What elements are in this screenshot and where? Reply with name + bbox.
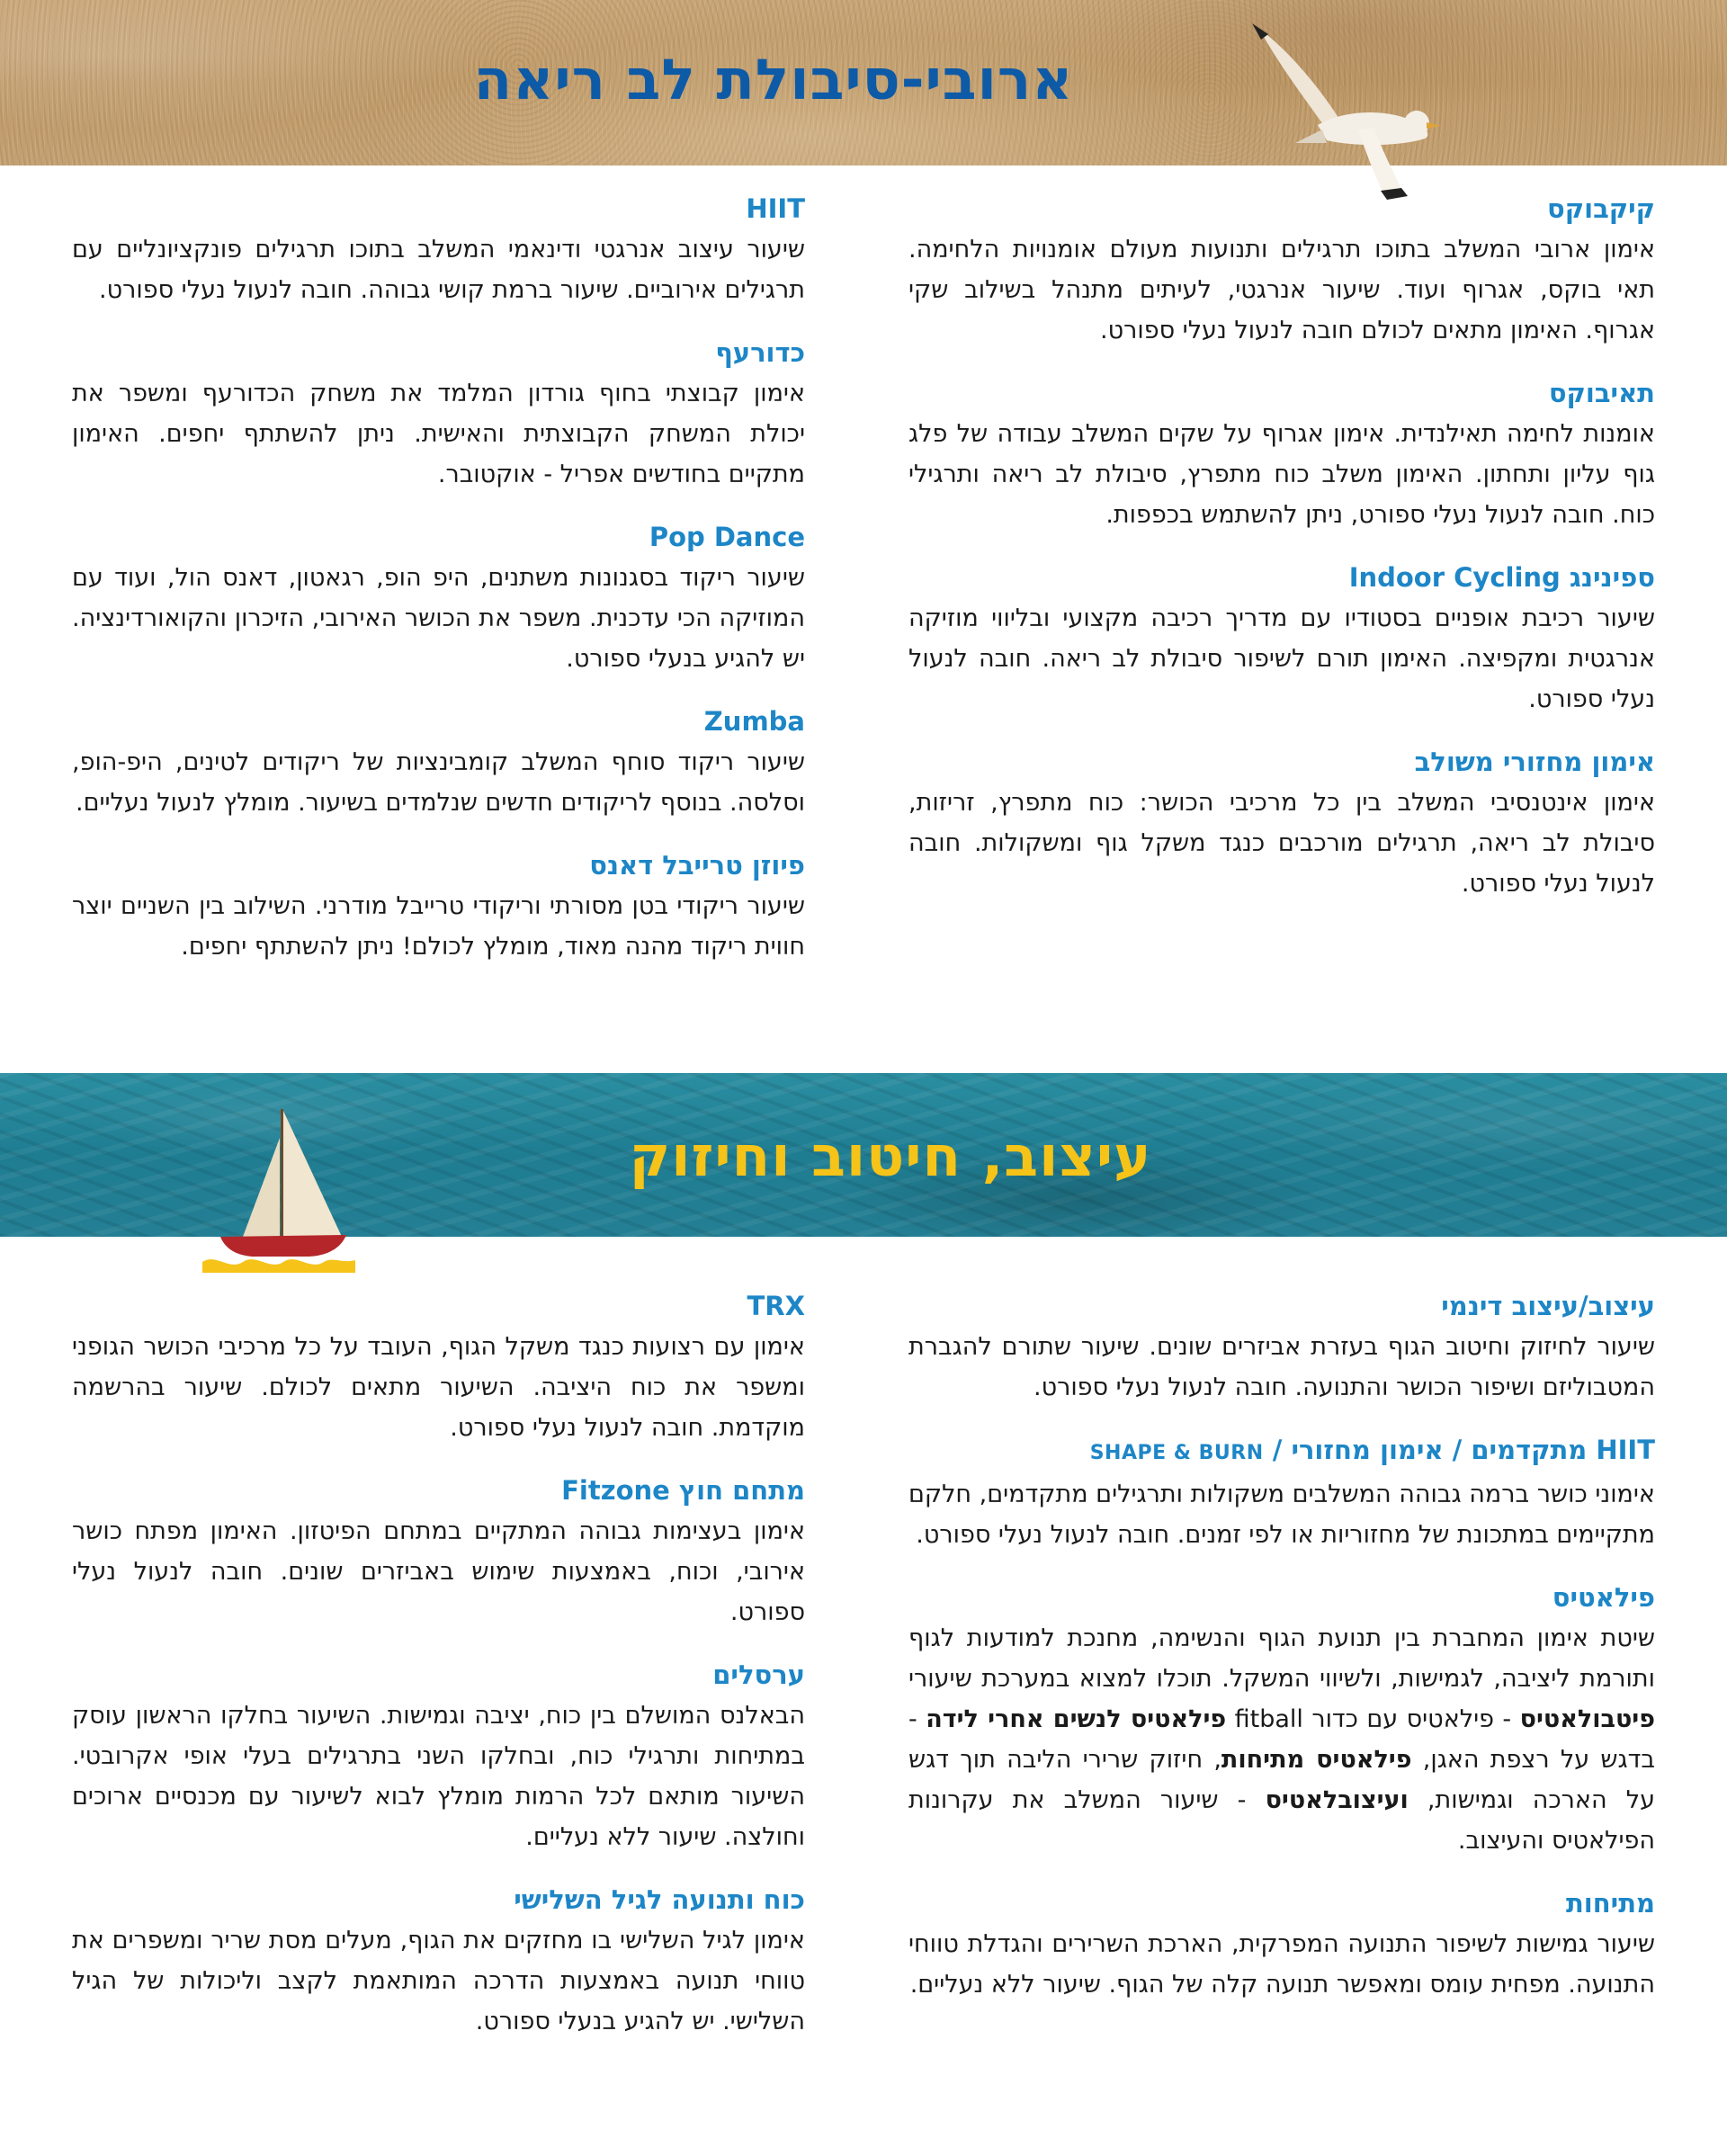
- class-entry-hiit: [72, 191, 805, 310]
- class-description: שיעור עיצוב אנרגטי ודינאמי המשלב בתוכו תרגילים פונקציונליים עם תרגילים אירוביים. שיעור ברמת קושי גבוהה. חובה לנעול נעלי ספורט.: [72, 236, 805, 304]
- class-description: שיעור גמישות לשיפור התנועה המפרקית, הארכת השרירים והגדלת טווחי התנועה. מפחית עומס ומאפשר תנועה קלה של הגוף. שיעור ללא נעליים.: [908, 1930, 1655, 1999]
- class-heading: [908, 1432, 1655, 1472]
- class-heading: Pop Dance: [649, 522, 805, 552]
- class-entry-pop-dance: [72, 519, 805, 679]
- pilates-text-3: - בדגש על רצפת האגן,: [908, 1705, 1655, 1774]
- class-heading: מתחם חוץ Fitzone: [561, 1475, 805, 1506]
- pilates-bold-2: פילאטיס לנשים אחרי לידה: [926, 1705, 1227, 1733]
- cardio-right-column: [908, 191, 1655, 928]
- class-description: אימוני כושר ברמה גבוהה המשלבים משקולות ותרגילים מתקדמים, חלקם מתקיימים במתכונת של מחזוריות או לפי זמנים. חובה לנעול נעלי ספורט.: [908, 1481, 1655, 1549]
- class-description: אימון בעצימות גבוהה המתקיים במתחם הפיטזון. האימון מפתח כושר אירובי, וכוח, באמצעות שימוש באביזרים שונים. חובה לנעול נעלי ספורט.: [72, 1517, 805, 1626]
- class-entry-circuit: [908, 744, 1655, 904]
- class-entry-fitzone: [72, 1472, 805, 1633]
- class-entry-volleyball: [72, 335, 805, 495]
- class-heading: כוח ותנועה לגיל השלישי: [514, 1884, 805, 1915]
- class-heading: אימון מחזורי משולב: [1414, 747, 1655, 777]
- pilates-bold-1: פיטבולאטיס: [1519, 1705, 1656, 1733]
- sailboat-icon: [198, 1102, 360, 1273]
- class-description: אימון אינטנסיבי המשלב בין כל מרכיבי הכושר: כוח מתפרץ, זריזות, סיבולת לב ריאה, תרגילים מורכבים כנגד משקל גוף ומשקולות. חובה לנעול נעלי ספורט.: [908, 789, 1655, 898]
- class-description: אימון לגיל השלישי בו מחזקים את הגוף, מעלים מסת שריר ומשפרים את טווחי תנועה באמצעות הדרכה המותאמת לקצב וליכולות של הגיל השלישי. יש להגיע בנעלי ספורט.: [72, 1927, 805, 2035]
- class-heading: TRX: [747, 1291, 805, 1321]
- seagull-icon: [1232, 22, 1466, 201]
- class-entry-spinning: [908, 559, 1655, 720]
- class-description: אומנות לחימה תאילנדית. אימון אגרוף על שקים המשלב עבודה של פלג גוף עליון ותחתון. האימון משלב כוח מתפרץ, סיבולת לב ריאה ותרגילי כוח. חובה לנעול נעלי ספורט, ניתן להשתמש בכפפות.: [908, 420, 1655, 529]
- class-heading: פילאטיס: [1552, 1582, 1655, 1613]
- strength-left-column: [72, 1288, 805, 2066]
- cardio-left-column: [72, 191, 805, 991]
- pilates-text-2: - פילאטיס עם כדור fitball: [1226, 1705, 1520, 1733]
- class-entry-thaibox: [908, 375, 1655, 535]
- class-entry-trx: [72, 1288, 805, 1448]
- pilates-text-1: שיטת אימון המחברת בין תנועת הגוף והנשימה, מחנכת למודעות לגוף ותורמת ליציבה, לגמישות, ולשיווי המשקל. תוכלו למצוא במערכת שיעורי: [908, 1624, 1655, 1693]
- class-heading: Zumba: [703, 706, 805, 737]
- class-entry-zumba: [72, 703, 805, 823]
- class-entry-kickbox: [908, 191, 1655, 351]
- class-heading: ספינינג Indoor Cycling: [1348, 562, 1655, 593]
- class-heading-main: HIIT מתקדמים / אימון מחזורי /: [1272, 1435, 1655, 1465]
- class-heading-small: SHAPE & BURN: [1089, 1442, 1264, 1464]
- class-description: אימון ארובי המשלב בתוכו תרגילים ותנועות מעולם אומנויות הלחימה. תאי בוקס, אגרוף ועוד. שיעור אנרגטי, לעיתים מתנהל בשילוב שקי אגרוף. האימון מתאים לכולם חובה לנעול נעלי ספורט.: [908, 236, 1655, 344]
- class-heading: כדורעף: [715, 337, 805, 368]
- pilates-text-5: - שיעור המשלב את עקרונות הפילאטיס והעיצוב.: [908, 1786, 1655, 1855]
- class-heading: ערסלים: [712, 1659, 805, 1690]
- pilates-bold-4: ועיצובלאטיס: [1265, 1786, 1409, 1814]
- class-heading: עיצוב/עיצוב דינמי: [1441, 1291, 1655, 1321]
- class-heading: HIIT: [746, 193, 805, 224]
- class-description: [908, 1618, 1655, 1861]
- class-entry-shaping: [908, 1288, 1655, 1408]
- pilates-bold-3: פילאטיס מתיחות: [1221, 1746, 1412, 1774]
- class-heading: תאיבוקס: [1548, 378, 1655, 408]
- cardio-section-title: ארובי-סיבולת לב ריאה: [473, 47, 1074, 112]
- class-entry-hiit-advanced: [908, 1432, 1655, 1555]
- class-entry-pilates: [908, 1579, 1655, 1861]
- strength-right-column: [908, 1288, 1655, 2029]
- pilates-text-4: , חיזוק שרירי הליבה תוך דגש על הארכה וגמישות,: [908, 1746, 1655, 1814]
- class-description: שיעור ריקודי בטן מסורתי וריקודי טרייבל מודרני. השילוב בין השניים יוצר חווית ריקוד מהנה מאוד, מומלץ לכולם! ניתן להשתתף יחפים.: [72, 892, 805, 961]
- class-description: שיעור ריקוד סוחף המשלב קומבינציות של ריקודים לטינים, היפ-הופ, וסלסה. בנוסף לריקודים חדשים שנלמדים בשיעור. מומלץ לנעול נעליים.: [72, 748, 805, 817]
- class-entry-tribal-dance: [72, 847, 805, 967]
- class-heading: קיקבוקס: [1547, 193, 1655, 224]
- class-description: שיעור רכיבת אופניים בסטודיו עם מדריך רכיבה מקצועי ובליווי מוזיקה אנרגטית ומקפיצה. האימון תורם לשיפור סיבולת לב ריאה. חובה לנעול נעלי ספורט.: [908, 604, 1655, 713]
- class-description: אימון קבוצתי בחוף גורדון המלמד את משחק הכדורעף ומשפר את יכולת המשחק הקבוצתית והאישית. ניתן להשתתף יחפים. האימון מתקיים בחודשים אפריל - אוקטובר.: [72, 380, 805, 488]
- class-entry-seniors: [72, 1882, 805, 2042]
- class-entry-hammocks: [72, 1657, 805, 1857]
- class-description: אימון עם רצועות כנגד משקל הגוף, העובד על כל מרכיבי הכושר הגופני ומשפר את כוח היציבה. השיעור מתאים לכולם. שיעור בהרשמה מוקדמת. חובה לנעול נעלי ספורט.: [72, 1333, 805, 1442]
- class-description: הבאלנס המושלם בין כוח, יציבה וגמישות. השיעור בחלקו הראשון עוסק במתיחות ותרגילי כוח, ובחלקו השני בתרגילים בעלי אופי אקרובטי. השיעור מותאם לכל הרמות מומלץ לבוא לשיעור עם מכנסיים ארוכים וחולצה. שיעור ללא נעליים.: [72, 1702, 805, 1851]
- class-description: שיעור לחיזוק וחיטוב הגוף בעזרת אביזרים שונים. שיעור שתורם להגברת המטבוליזם ושיפור הכושר והתנועה. חובה לנעול נעלי ספורט.: [908, 1333, 1655, 1401]
- class-entry-stretching: [908, 1885, 1655, 2005]
- cardio-banner: [0, 0, 1727, 166]
- class-description: שיעור ריקוד בסגנונות משתנים, היפ הופ, רגאטון, דאנס הול, ועוד עם המוזיקה הכי עדכנית. משפר את הכושר האירובי, הזיכרון והקואורדינציה. יש להגיע בנעלי ספורט.: [72, 564, 805, 673]
- strength-section-title: עיצוב, חיטוב וחיזוק: [629, 1123, 1152, 1189]
- class-heading: פיוזן טרייבל דאנס: [589, 850, 805, 881]
- class-heading: מתיחות: [1565, 1888, 1655, 1919]
